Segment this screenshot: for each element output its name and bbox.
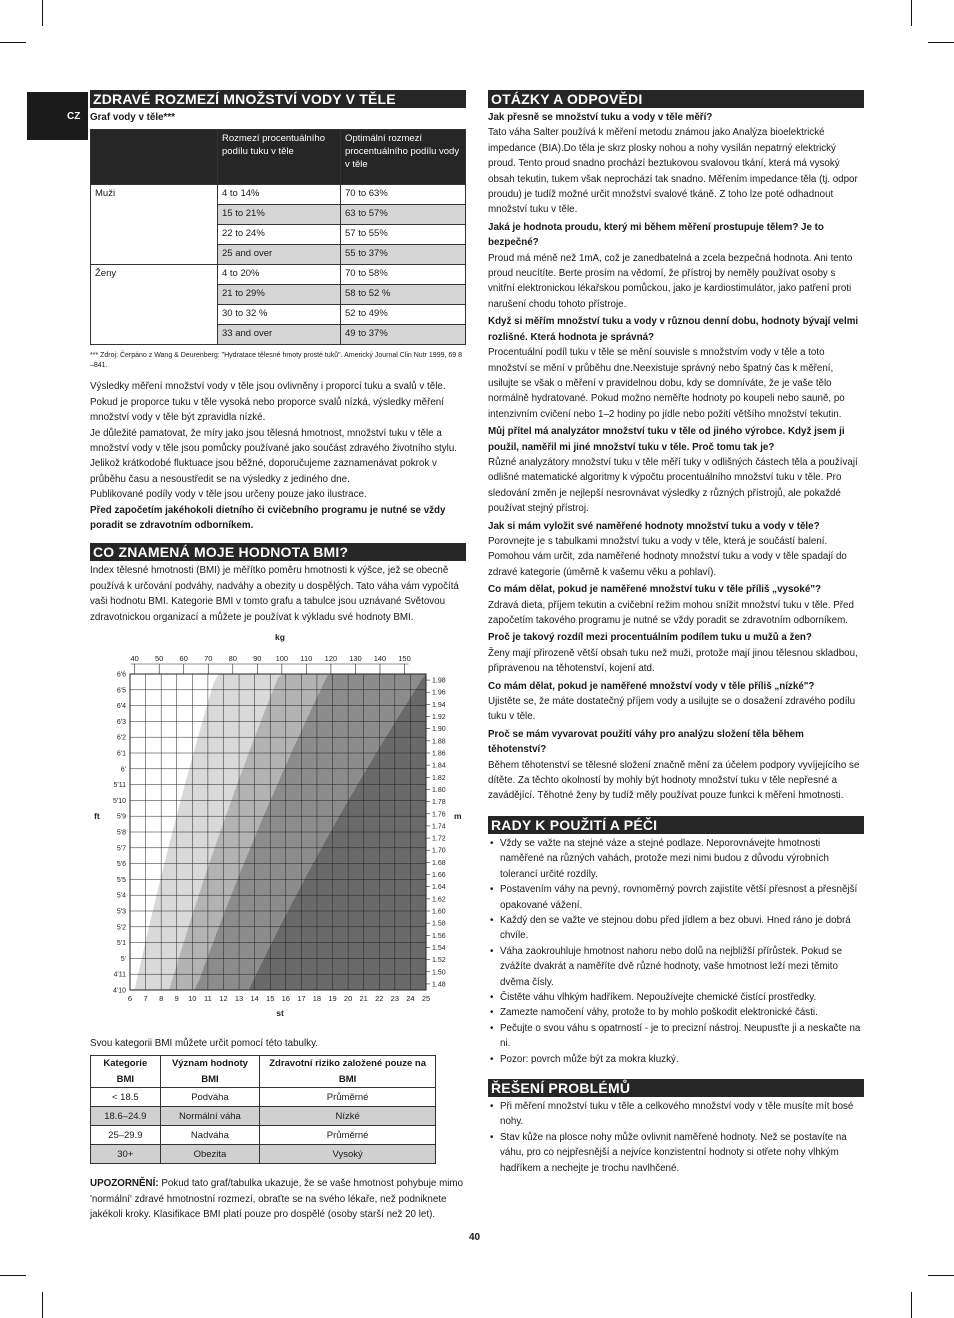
crop-mark — [0, 42, 26, 43]
question: Proč je takový rozdíl mezi procentuálním podílem tuku u mužů a žen? — [488, 632, 812, 644]
answer: Proud má méně než 1mA, což je zanedbatelná a zcela bezpečná hodnota. Ani tento proud neucítíte. Berte prosím na vědomí, že přístroj by neměly používat osoby s vnitřní elektronickou lékařskou pomůckou, jako je kardiostimulátor, jako patření proti narušení chodu tohoto přístroje. — [488, 252, 853, 310]
kg-tick-label: 70 — [204, 654, 213, 663]
list-item: • Postavením váhy na pevný, rovnoměrný povrch zajistíte větší přesnost a přesnější opakované vážení. — [488, 882, 864, 913]
ft-tick-label: 6'3 — [116, 718, 126, 726]
bmi-table-section — [90, 1036, 466, 1222]
table-cell: 33 and over — [218, 325, 341, 345]
paragraph: Publikované podíly vody v těle jsou určeny pouze jako ilustrace. — [90, 489, 367, 501]
m-tick-label: 1.92 — [432, 714, 446, 722]
bmi-table-header-cell: Zdravotní riziko založené pouze na BMI — [260, 1056, 436, 1088]
water-table — [90, 129, 466, 345]
m-tick-label: 1.62 — [432, 896, 446, 904]
m-tick-label: 1.86 — [432, 750, 446, 758]
ft-tick-label: 5'2 — [116, 924, 126, 932]
st-axis-label: st — [276, 1008, 284, 1018]
table-cell: Obezita — [160, 1145, 260, 1164]
ft-tick-label: 5'3 — [116, 908, 126, 916]
troubleshooting-list — [488, 1099, 864, 1176]
st-tick-label: 24 — [406, 994, 415, 1003]
table-cell: 63 to 57% — [341, 205, 466, 225]
kg-tick-label: 90 — [253, 654, 262, 663]
st-tick-label: 19 — [328, 994, 337, 1003]
m-tick-label: 1.68 — [432, 859, 446, 867]
st-tick-label: 7 — [143, 994, 148, 1003]
table-cell: 30 to 32 % — [218, 305, 341, 325]
st-tick-label: 21 — [359, 994, 368, 1003]
list-item: • Při měření množství tuku v těle a celkového množství vody v těle musíte mít bosé nohy. — [488, 1099, 864, 1130]
table-row — [91, 1107, 436, 1126]
kg-tick-label: 120 — [324, 654, 338, 663]
question: Proč se mám vyvarovat použití váhy pro analýzu složení těla během těhotenství? — [488, 728, 804, 756]
m-tick-label: 1.48 — [432, 981, 446, 989]
bmi-table — [90, 1055, 436, 1164]
table-cell: 57 to 55% — [341, 225, 466, 245]
table-cell: 70 to 58% — [341, 265, 466, 285]
st-tick-label: 6 — [127, 994, 133, 1003]
kg-tick-label: 150 — [398, 654, 411, 663]
m-tick-label: 1.54 — [432, 944, 446, 952]
water-table-header — [91, 130, 466, 185]
question: Jaká je hodnota proudu, který mi během měření prostupuje tělem? Je to bezpečné? — [488, 221, 824, 249]
ft-tick-label: 6'4 — [116, 703, 126, 711]
group-label-men: Muži — [91, 185, 218, 265]
table-cell: Normální váha — [160, 1107, 260, 1126]
paragraph: Výsledky měření množství vody v těle jsou ovlivněny i proporcí tuku a svalů v těle. Pokud je proporce tuku v těle vysoká nebo proporce svalů nízká, výsledky měření množství vody v těle být zpravidla nízké. — [90, 381, 446, 424]
m-tick-label: 1.76 — [432, 811, 446, 819]
section-header-water: ZDRAVÉ ROZMEZÍ MNOŽSTVÍ VODY V TĚLE — [90, 90, 466, 108]
table-cell: 21 to 29% — [218, 285, 341, 305]
paragraph-bold: Před započetím jakéhokoli dietního či cvičebního programu je nutné se vždy poradit se zdravotním odborníkem. — [90, 504, 446, 532]
table-row — [91, 1126, 436, 1145]
st-tick-label: 25 — [421, 994, 431, 1003]
table-cell: Podváha — [160, 1088, 260, 1107]
ft-tick-label: 6'6 — [116, 671, 126, 679]
ft-tick-label: 5'11 — [113, 782, 126, 790]
st-tick-label: 8 — [159, 994, 164, 1003]
ft-tick-label: 6' — [120, 766, 126, 774]
m-tick-label: 1.52 — [432, 957, 446, 965]
crop-mark — [911, 0, 912, 26]
question: Jak si mám vyložit své naměřené hodnoty množství tuku a vody v těle? — [488, 520, 820, 532]
warning-text: Pokud tato graf/tabulka ukazuje, že se vaše hmotnost pohybuje mimo 'normální' zdravé hmotnostní rozmezí, obraťte se na svého lékaře, než podniknete jakékoli kroky. Klasifikace BMI platí pouze pro dospělé (osoby starší než 20 let). — [90, 1178, 464, 1221]
m-tick-label: 1.82 — [432, 774, 446, 782]
answer: Procentuální podíl tuku v těle se mění souvisle s množstvím vody v těle a toto množství se mění v průběhu dne.Neexistuje správný nebo špatný čas k měření, usilujte se však o měření v pravidelnou dobu, kdy se domníváte, že je vaše tělo normálně hydratované. Pokud možno neměřte hodnoty po koupeli nebo sauně, po intenzivním cvičení nebo 1–2 hodiny po jídle nebo požití většího množství tekutin. — [488, 347, 845, 420]
list-item: • Každý den se važte ve stejnou dobu před jídlem a bez obuvi. Hned ráno je dobrá chvíle. — [488, 913, 864, 944]
tips-list — [488, 836, 864, 1067]
warning-label: UPOZORNĚNÍ: — [90, 1178, 159, 1190]
table-cell: Průměrné — [260, 1088, 436, 1107]
graph-title: Graf vody v těle*** — [90, 112, 175, 123]
list-item: • Čistěte váhu vlhkým hadříkem. Nepoužívejte chemické čistící prostředky. — [488, 990, 864, 1005]
m-tick-label: 1.98 — [432, 677, 446, 685]
question: Když si měřím množství tuku a vody v různou denní dobu, hodnoty bývají velmi rozlišné. Která hodnota je správná? — [488, 316, 859, 343]
section-header-tips: RADY K POUŽITÍ A PÉČI — [488, 816, 864, 834]
st-tick-label: 22 — [375, 994, 384, 1003]
paragraph: Je důležité pamatovat, že míry jako jsou tělesná hmotnost, množství tuku v těle a množství vody v těle jsou pomůcky používané jako součást zdravého životního stylu. Jelikož krátkodobé fluktuace jsou běžné, doporučujeme zaznamenávat pokrok v průběhu času a nesoustředit se na výsledky z jediného dne. — [90, 427, 458, 485]
m-tick-label: 1.96 — [432, 689, 446, 697]
kg-tick-label: 110 — [300, 654, 313, 663]
ft-tick-label: 6'2 — [116, 734, 126, 742]
m-tick-label: 1.66 — [432, 872, 446, 880]
kg-tick-label: 40 — [130, 654, 139, 663]
m-tick-label: 1.70 — [432, 847, 446, 855]
language-tab — [27, 92, 88, 140]
warning — [90, 1176, 466, 1222]
kg-tick-label: 100 — [275, 654, 289, 663]
table-cell: 4 to 14% — [218, 185, 341, 205]
water-table-header-cell — [91, 130, 218, 185]
ft-tick-label: 5'10 — [112, 797, 126, 805]
left-column — [90, 90, 466, 625]
list-item: • Stav kůže na plosce nohy může ovlivnit naměřené hodnoty. Než se postavíte na váhu, pro co nejpřesnější a nejvíce konzistentní hodnoty si otřete nohy vlhkým hadříkem a nechejte je trochu navlhčené. — [488, 1130, 864, 1176]
st-tick-label: 10 — [188, 994, 197, 1003]
ft-tick-label: 6'5 — [116, 687, 126, 695]
paragraph: Svou kategorii BMI můžete určit pomocí této tabulky. — [90, 1038, 318, 1049]
table-cell: 49 to 37% — [341, 325, 466, 345]
st-tick-label: 20 — [343, 994, 353, 1003]
table-row — [91, 1088, 436, 1107]
crop-mark — [42, 0, 43, 26]
bmi-table-header — [91, 1056, 436, 1088]
ft-tick-label: 4'10 — [112, 987, 126, 995]
ft-tick-label: 5'8 — [116, 829, 126, 837]
ft-tick-label: 4'11 — [113, 971, 126, 979]
crop-mark — [42, 1292, 43, 1318]
water-table-header-cell: Rozmezí procentuálního podílu tuku v těle — [218, 130, 341, 185]
bmi-table-header-cell: Kategorie BMI — [91, 1056, 161, 1088]
m-tick-label: 1.94 — [432, 701, 446, 709]
m-tick-label: 1.78 — [432, 799, 446, 807]
ft-tick-label: 5'7 — [116, 845, 126, 853]
list-item: • Vždy se važte na stejné váze a stejné podlaze. Neporovnávejte hmotnosti naměřené na různých vahách, protože mezi nimi budou z důvodu výrobních tolerancí určité rozdíly. — [488, 836, 864, 882]
question: Můj přítel má analyzátor množství tuku v těle od jiného výrobce. Když jsem ji použil, naměřil mi jiné množství tuku v těle. Proč tomu tak je? — [488, 426, 845, 453]
st-tick-label: 14 — [250, 994, 259, 1003]
kg-axis-label: kg — [275, 632, 285, 642]
table-cell: 52 to 49% — [341, 305, 466, 325]
ft-tick-label: 5' — [120, 955, 126, 963]
table-cell: 25 and over — [218, 245, 341, 265]
ft-tick-label: 5'1 — [116, 940, 126, 948]
list-item: • Pozor: povrch může být za mokra kluzký. — [488, 1052, 864, 1067]
right-column — [488, 90, 864, 1176]
ft-tick-label: 5'6 — [116, 861, 126, 869]
ft-axis-label: ft — [94, 811, 100, 821]
list-item: • Pečujte o svou váhu s opatrností - je to precizní nástroj. Neupusťte ji a neskačte na ni. — [488, 1021, 864, 1052]
ft-tick-label: 5'4 — [116, 892, 126, 900]
page-number: 40 — [469, 1232, 481, 1243]
st-tick-label: 11 — [203, 994, 212, 1003]
crop-mark — [911, 1292, 912, 1318]
table-row — [91, 1145, 436, 1164]
st-tick-label: 13 — [234, 994, 244, 1003]
m-axis-label: m — [454, 811, 462, 821]
table-cell: 22 to 24% — [218, 225, 341, 245]
m-tick-label: 1.64 — [432, 884, 446, 892]
question: Co mám dělat, pokud je naměřené množství tuku v těle příliš „vysoké"? — [488, 584, 821, 596]
question: Co mám dělat, pokud je naměřené množství vody v těle příliš „nízké"? — [488, 680, 815, 692]
table-row — [91, 265, 466, 285]
kg-tick-label: 50 — [155, 654, 164, 663]
qa-list — [488, 110, 864, 804]
table-cell: 18.6–24.9 — [91, 1107, 161, 1126]
m-tick-label: 1.90 — [432, 726, 446, 734]
st-tick-label: 15 — [266, 994, 275, 1003]
m-tick-label: 1.84 — [432, 762, 446, 770]
kg-tick-label: 80 — [228, 654, 237, 663]
table-cell: Nízké — [260, 1107, 436, 1126]
crop-mark — [0, 1275, 26, 1276]
list-item: • Zamezte namočení váhy, protože to by mohlo poškodit elektronické části. — [488, 1005, 864, 1020]
table-cell: 4 to 20% — [218, 265, 341, 285]
m-tick-label: 1.60 — [432, 908, 446, 916]
paragraph: Index tělesné hmotnosti (BMI) je měřítko poměru hmotnosti k výšce, jež se obecně používá k určování podváhy, nadváhy a obezity u dospělých. Tato váha vám vypočítá vaši hodnotu BMI. Kategorie BMI v tomto grafu a tabulce jsou uznávané Světovou zdravotnickou organizací a můžete je používat k výkladu své hodnoty BMI. — [90, 565, 459, 623]
answer: Ženy mají přirozeně větší obsah tuku než muži, protože mají jinou tělesnou skladbou, připravenou na těhotenství, kojení atd. — [488, 647, 858, 675]
section-header-troubleshooting: ŘEŠENÍ PROBLÉMŮ — [488, 1079, 864, 1097]
table-row — [91, 185, 466, 205]
m-tick-label: 1.72 — [432, 835, 446, 843]
crop-mark — [928, 42, 954, 43]
table-cell: 25–29.9 — [91, 1126, 161, 1145]
m-tick-label: 1.80 — [432, 786, 446, 794]
m-tick-label: 1.88 — [432, 738, 446, 746]
table-cell: 15 to 21% — [218, 205, 341, 225]
table-cell: 70 to 63% — [341, 185, 466, 205]
table-cell: 55 to 37% — [341, 245, 466, 265]
kg-tick-label: 60 — [179, 654, 188, 663]
table-cell: 30+ — [91, 1145, 161, 1164]
table-cell: 58 to 52 % — [341, 285, 466, 305]
footnote: *** Zdroj: Čerpáno z Wang & Deurenberg: "Hydratace tělesné hmoty prosté tuků". Americký Journal Clin Nutr 1999, 69 8 –841. — [90, 352, 463, 370]
m-tick-label: 1.74 — [432, 823, 446, 831]
m-tick-label: 1.50 — [432, 969, 446, 977]
kg-tick-label: 140 — [373, 654, 387, 663]
st-tick-label: 9 — [174, 994, 179, 1003]
language-code: CZ — [67, 111, 81, 122]
water-table-header-cell: Optimální rozmezí procentuálního podílu vody v těle — [341, 130, 466, 185]
table-cell: Průměrné — [260, 1126, 436, 1145]
section-header-qa: OTÁZKY A ODPOVĚDI — [488, 90, 864, 108]
st-tick-label: 16 — [281, 994, 290, 1003]
st-tick-label: 23 — [390, 994, 400, 1003]
answer: Ujistěte se, že máte dostatečný příjem vody a usilujte se o dosažení zdravého podílu tuku v těle. — [488, 696, 856, 723]
st-tick-label: 17 — [297, 994, 306, 1003]
group-label-women: Ženy — [91, 265, 218, 345]
list-item: • Váha zaokrouhluje hmotnost nahoru nebo dolů na nejbližší přírůstek. Pokud se zvážíte dvakrát a naměříte dvě různé hodnoty, vaše hmotnost leží mezi těmito dvěma čísly. — [488, 944, 864, 990]
table-cell: < 18.5 — [91, 1088, 161, 1107]
bmi-table-header-cell: Význam hodnoty BMI — [160, 1056, 260, 1088]
st-tick-label: 12 — [219, 994, 228, 1003]
answer: Tato váha Salter používá k měření metodu známou jako Analýza bioelektrické impedance (BIA).Do těla je skrz plosky nohou a nohy vysílán nepatrný elektrický proud. Tento proud snadno prochází beztukovou svalovou tkání, která má vysoký obsah tekutin, tukem však neprochází tak snadno. Měřením impedance těla (tj. odpor proudu) je tudíž možné určit množství svalové tkáně. Z toho lze poté odhadnout množství tuku v těle. — [488, 127, 858, 216]
question: Jak přesně se množství tuku a vody v těle měří? — [488, 112, 713, 123]
m-tick-label: 1.58 — [432, 920, 446, 928]
answer: Porovnejte je s tabulkami množství tuku a vody v těle, která je součástí balení. Pomohou vám určit, zda naměřené hodnoty množství tuku a vody v těle spadají do zdravé kategorie (úměrně k vašemu věku a pohlaví). — [488, 535, 847, 578]
ft-tick-label: 5'9 — [116, 813, 126, 821]
table-cell: Nadváha — [160, 1126, 260, 1145]
answer: Během těhotenství se tělesné složení značně mění za účelem podpory vyvíjejícího se dítěte. Za těchto okolností by mohly být hodnoty množství tuku v těle nepřesné a zavádějící. Těhotné ženy by tudíž měly používat pouze funkci k měření hmotnosti. — [488, 759, 860, 802]
m-tick-label: 1.56 — [432, 932, 446, 940]
st-tick-label: 18 — [312, 994, 322, 1003]
section-header-bmi: CO ZNAMENÁ MOJE HODNOTA BMI? — [90, 543, 466, 561]
kg-tick-label: 130 — [349, 654, 362, 663]
table-cell: Vysoký — [260, 1145, 436, 1164]
crop-mark — [928, 1275, 954, 1276]
answer: Různé analyzátory množství tuku v těle měří tuky v odlišných částech těla a používají odlišné matematické algoritmy k výpočtu procentuálního množství tuku v těle. Pro sledování změn je nejlepší nesrovnávat výsledky z různých přístrojů, ale pokaždé používat stejný přístroj. — [488, 456, 858, 515]
ft-tick-label: 5'5 — [116, 876, 126, 884]
bmi-chart — [90, 628, 466, 1024]
answer: Zdravá dieta, příjem tekutin a cvičební režim mohou snížit množství tuku v těle. Před započetím takového programu je nutné se vždy poradit se zdravotním odborníkem. — [488, 599, 854, 626]
ft-tick-label: 6'1 — [116, 750, 126, 758]
